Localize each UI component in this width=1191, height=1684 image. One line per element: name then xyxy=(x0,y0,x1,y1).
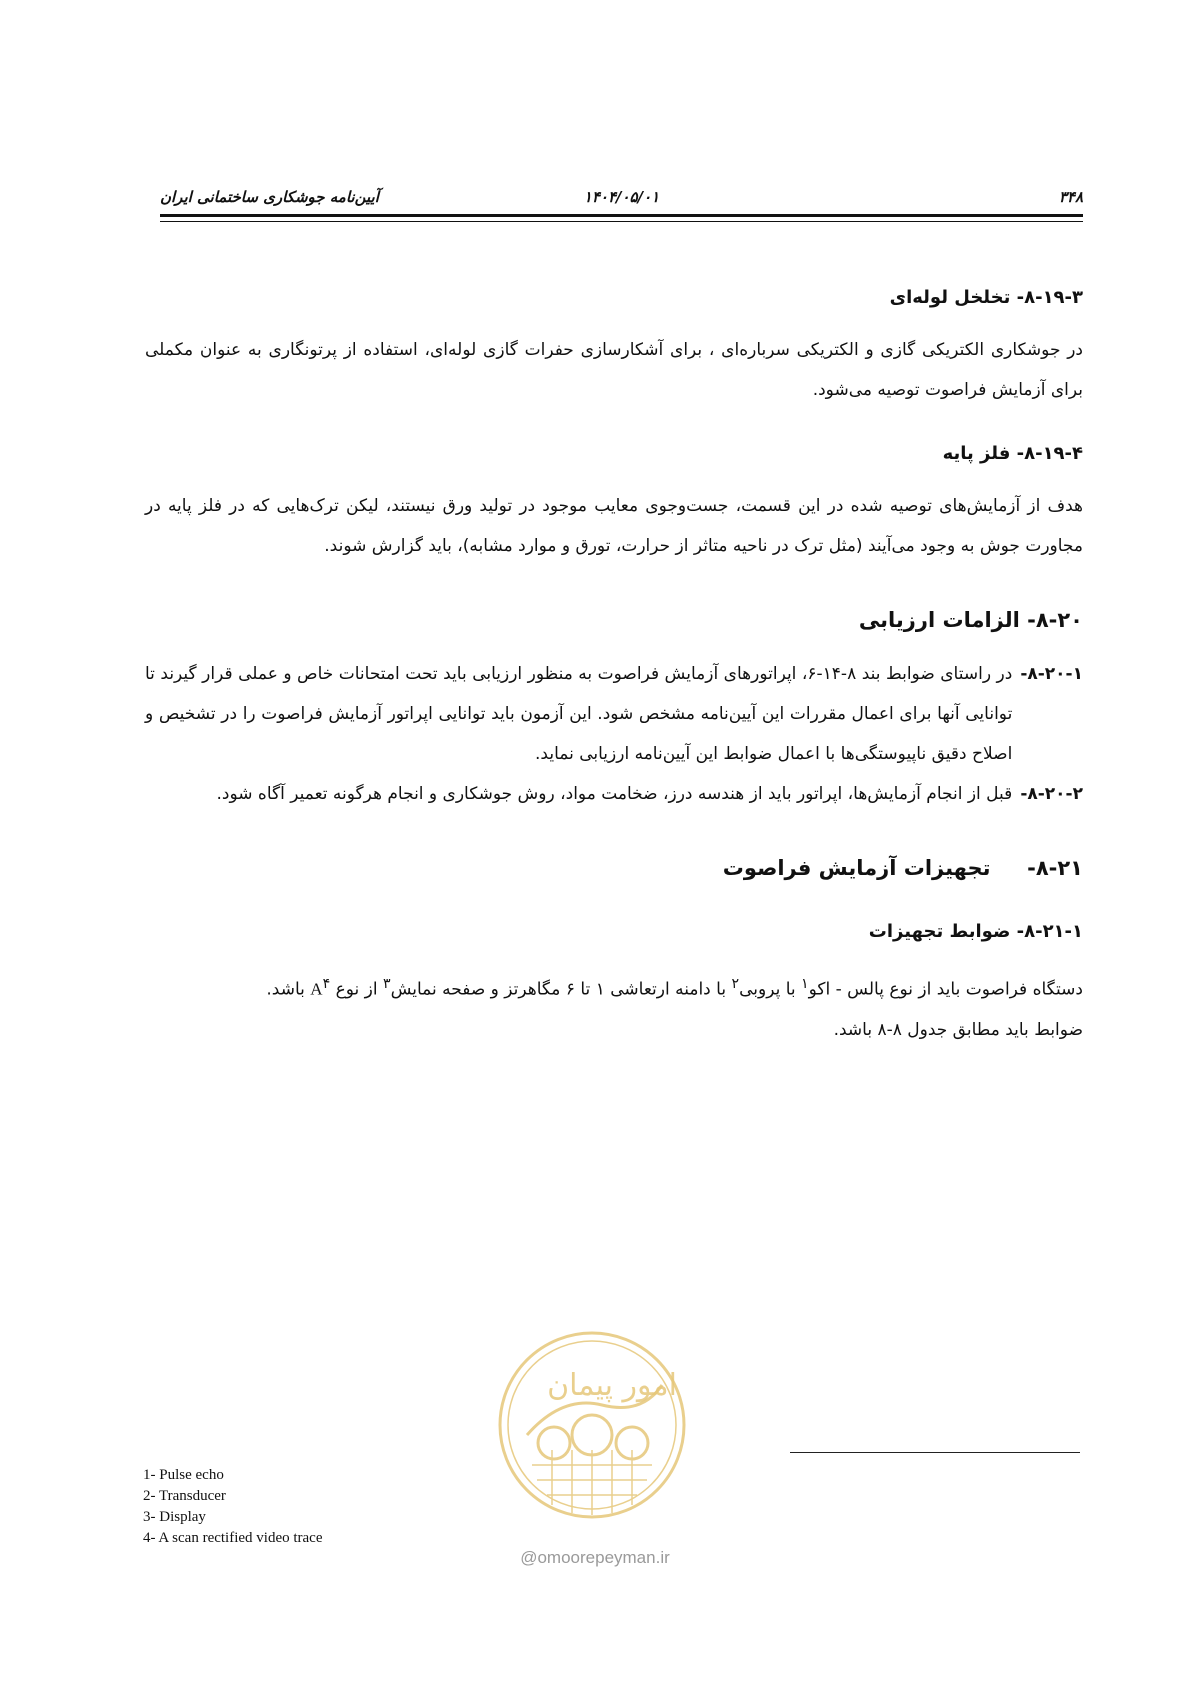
footnote-1: 1- Pulse echo xyxy=(143,1467,224,1483)
item-number: ۸-۲۰-۲- xyxy=(1020,784,1083,804)
svg-text:امور پیمان: امور پیمان xyxy=(547,1368,677,1403)
heading-evaluation-requirements: ۸-۲۰- الزامات ارزیابی xyxy=(858,608,1083,632)
paragraph-tubular-porosity: در جوشکاری الکتریکی گازی و الکتریکی سرباره‌ای ، برای آشکارسازی حفرات گازی لوله‌ای، استفاده از پرتونگاری به عنوان مکملی برای آزمایش فراصوت توصیه می‌شود. xyxy=(145,340,1083,400)
paragraph-base-metal: هدف از آزمایش‌های توصیه شده در این قسمت، جست‌وجوی معایب موجود در تولید ورق نیستند، لیکن ترک‌هایی که در فلز پایه در مجاورت جوش به وجود می‌آیند (مثل ترک در ناحیه متاثر از حرارت، تورق و موارد مشابه)، باید گزارش شوند. xyxy=(145,496,1083,556)
footnote-ref: ۱ xyxy=(801,976,809,992)
footnote-rule xyxy=(790,1452,1080,1453)
page-number: ۳۴۸ xyxy=(1058,188,1083,206)
header-date: ۱۴۰۴/۰۵/۰۱ xyxy=(583,188,660,206)
footnote-ref: ۴ xyxy=(322,976,331,992)
footnote-2: 2- Transducer xyxy=(143,1488,226,1504)
list-item xyxy=(145,774,1083,814)
footnote-ref: ۲ xyxy=(731,976,740,992)
heading-equipment-criteria: ۸-۲۱-۱- ضوابط تجهیزات xyxy=(868,921,1083,942)
watermark-caption: @omoorepeyman.ir xyxy=(520,1548,670,1567)
paragraph-equipment-criteria: دستگاه فراصوت باید از نوع پالس - اکو$^۱$ با پروبی$^۲$ با دامنه ارتعاشی ۱ تا ۶ مگاهرتز و صفحه نمایش$^۳$ از نوع $A^۴$ باشد. xyxy=(266,976,1083,1000)
heading-base-metal: ۸-۱۹-۴- فلز پایه xyxy=(942,443,1083,464)
footnote-4: 4- A scan rectified video trace xyxy=(143,1530,323,1546)
list-item xyxy=(145,654,1083,774)
paragraph-table-reference: ضوابط باید مطابق جدول ۸-۸ باشد. xyxy=(833,1019,1083,1040)
item-text: قبل از انجام آزمایش‌ها، اپراتور باید از هندسه درز، ضخامت مواد، روش جوشکاری و انجام هرگونه تعمیر آگاه شود. xyxy=(216,784,1013,804)
item-number: ۸-۲۰-۱- xyxy=(1020,664,1083,684)
watermark-logo-icon xyxy=(492,1325,692,1525)
footnote-ref: ۳ xyxy=(382,976,391,992)
item-text: در راستای ضوابط بند ۸-۱۴-۶، اپراتورهای آزمایش فراصوت به منظور ارزیابی باید تحت امتحانات خاص و عملی قرار گیرند تا توانایی آنها برای اعمال مقررات این آیین‌نامه مشخص شود. این آزمون باید توانایی اپراتور آزمایش فراصوت را در تشخیص و اصلاح دقیق ناپیوستگی‌ها با اعمال ضوابط این آیین‌نامه ارزیابی نماید. xyxy=(145,664,1013,764)
header-rule-thin xyxy=(160,221,1083,222)
page-content xyxy=(145,280,1083,1050)
header-rule-thick xyxy=(160,214,1083,217)
book-title: آیین‌نامه جوشکاری ساختمانی ایران xyxy=(160,188,379,206)
footnote-3: 3- Display xyxy=(143,1509,206,1525)
footnotes xyxy=(143,1465,323,1549)
heading-ultrasonic-equipment: ۸-۲۱- تجهیزات آزمایش فراصوت xyxy=(722,856,1083,880)
heading-tubular-porosity: ۸-۱۹-۳- تخلخل لوله‌ای xyxy=(889,287,1083,308)
